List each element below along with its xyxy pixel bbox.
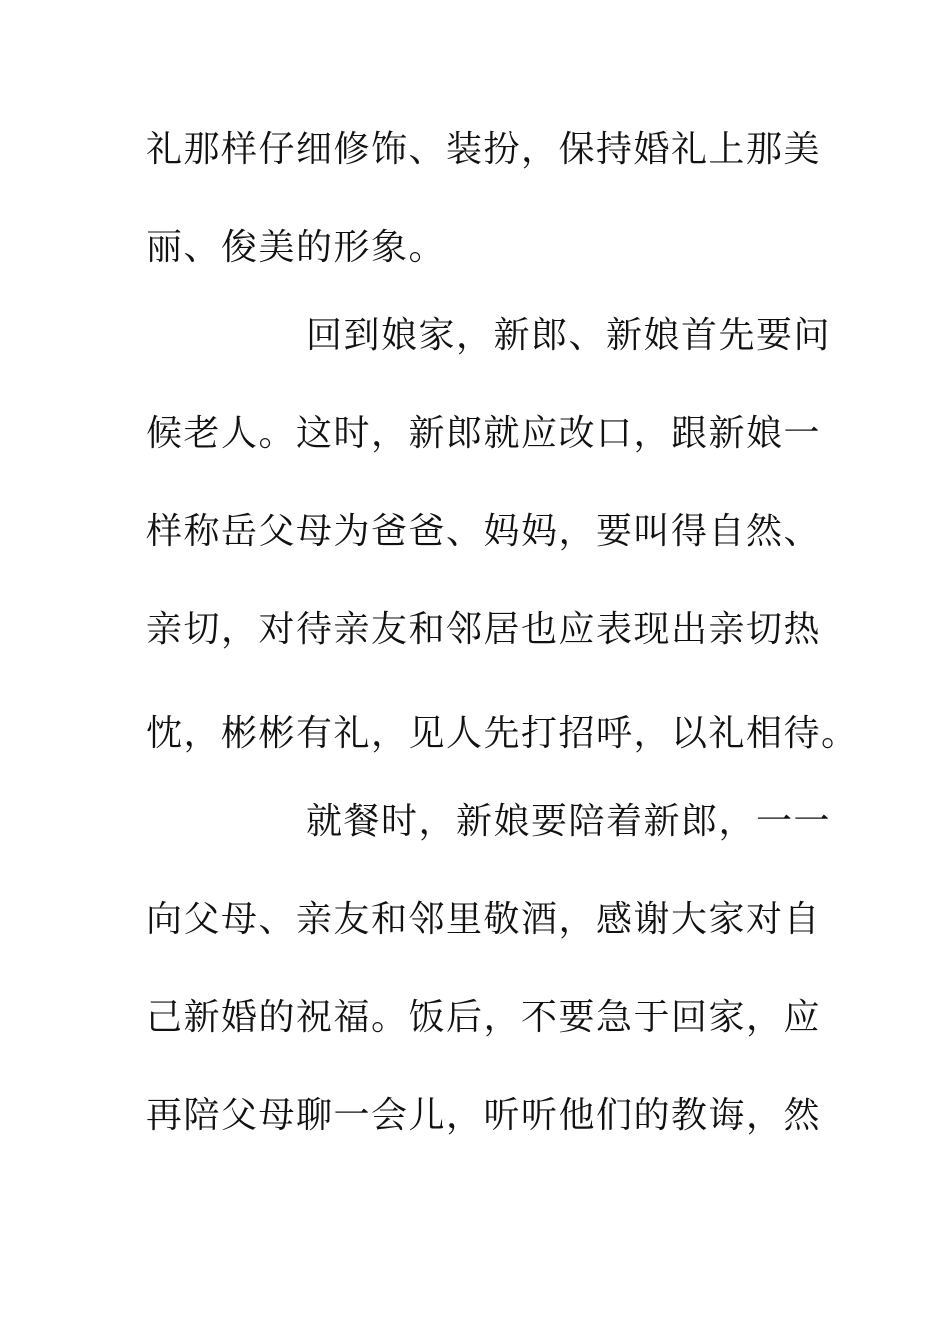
text-line: 向父母、亲友和邻里敬酒，感谢大家对自: [146, 899, 822, 940]
text-line: 礼那样仔细修饰、装扮，保持婚礼上那美: [146, 129, 822, 170]
text-line: 丽、俊美的形象。: [146, 227, 447, 268]
text-line: 己新婚的祝福。饭后，不要急于回家，应: [146, 997, 822, 1038]
paragraph-start-line: 回到娘家，新郎、新娘首先要问: [306, 315, 832, 356]
paragraph-start-line: 就餐时，新娘要陪着新郎，一一: [306, 801, 832, 842]
text-line: 亲切，对待亲友和邻居也应表现出亲切热: [146, 609, 822, 650]
text-line: 忱，彬彬有礼，见人先打招呼，以礼相待。: [146, 713, 859, 754]
text-line: 样称岳父母为爸爸、妈妈，要叫得自然、: [146, 511, 822, 552]
text-line: 候老人。这时，新郎就应改口，跟新娘一: [146, 413, 822, 454]
text-line: 再陪父母聊一会儿，听听他们的教诲，然: [146, 1095, 822, 1136]
